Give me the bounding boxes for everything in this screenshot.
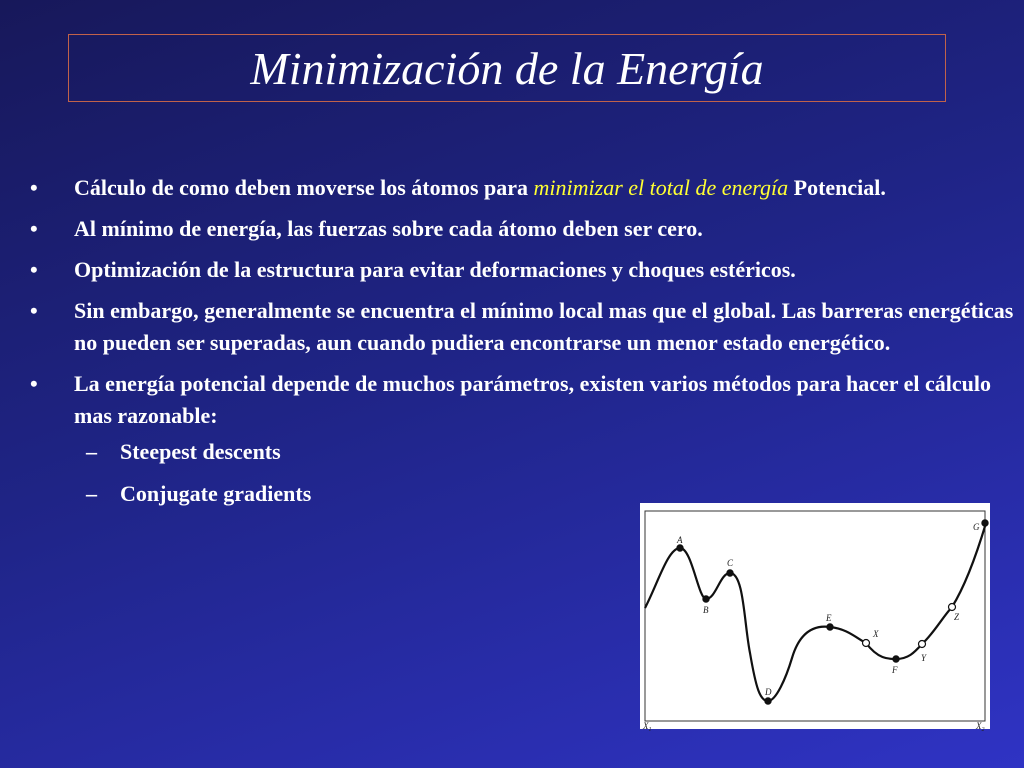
- label-z: Z: [954, 612, 960, 622]
- highlight-text: minimizar el total de energía: [533, 175, 789, 200]
- energy-curve-figure: [640, 503, 990, 733]
- curve-labels: [642, 522, 985, 733]
- bullet-mark: •: [30, 216, 38, 241]
- bullet-item: [30, 172, 1020, 204]
- curve-points: [677, 520, 988, 704]
- bullet-item: [30, 295, 1020, 359]
- label-a: A: [677, 535, 683, 545]
- point-g: [982, 520, 988, 526]
- bullet-list: [30, 172, 1020, 520]
- axis-end-letter: X: [976, 721, 982, 731]
- axis-start-label: [642, 721, 652, 733]
- bullet-text-part: Potencial.: [788, 175, 886, 200]
- sub-bullet-mark: –: [86, 439, 97, 464]
- point-e: [827, 624, 833, 630]
- bullet-mark: •: [30, 257, 38, 282]
- sub-bullet-mark: –: [86, 481, 97, 506]
- sub-bullet-text: Steepest descents: [120, 439, 281, 464]
- point-d: [765, 698, 771, 704]
- axis-end-sub: 2: [981, 727, 985, 733]
- bullet-mark: •: [30, 175, 38, 200]
- bullet-mark: •: [30, 298, 38, 323]
- point-y: [919, 641, 926, 648]
- title-box: [68, 34, 946, 102]
- point-f: [893, 656, 899, 662]
- label-d: D: [765, 687, 772, 697]
- energy-curve-svg: [640, 503, 990, 733]
- figure-frame: [645, 511, 985, 721]
- axis-start-letter: X: [643, 721, 649, 731]
- bullet-item: [30, 213, 1020, 245]
- label-x: X: [873, 629, 879, 639]
- point-x: [863, 640, 870, 647]
- label-f: F: [892, 665, 898, 675]
- point-a: [677, 545, 683, 551]
- label-y: Y: [921, 653, 927, 663]
- bullet-text: Optimización de la estructura para evitar deformaciones y choques estéricos.: [74, 257, 796, 282]
- energy-curve: [645, 523, 986, 701]
- point-b: [703, 596, 709, 602]
- label-b: B: [703, 605, 709, 615]
- label-c: C: [727, 558, 734, 568]
- axis-start-sub: 1: [648, 727, 652, 733]
- point-z: [949, 604, 956, 611]
- bullet-item: [30, 368, 1020, 432]
- sub-bullet-text: Conjugate gradients: [120, 481, 312, 506]
- point-c: [727, 570, 733, 576]
- slide-title: Minimización de la Energía: [250, 42, 764, 94]
- label-g: G: [973, 522, 980, 532]
- bullet-mark: •: [30, 371, 38, 396]
- bullet-text: [74, 172, 1020, 204]
- curve-open-points: [863, 604, 956, 648]
- sub-bullet-item: [86, 436, 1020, 468]
- bullet-text-part: Cálculo de como deben moverse los átomos para: [74, 175, 534, 200]
- label-e: E: [826, 613, 832, 623]
- bullet-text: La energía potencial depende de muchos parámetros, existen varios métodos para hacer el cálculo mas razonable:: [74, 371, 991, 428]
- bullet-text: Al mínimo de energía, las fuerzas sobre cada átomo deben ser cero.: [74, 216, 703, 241]
- bullet-item: [30, 254, 1020, 286]
- bullet-text: Sin embargo, generalmente se encuentra el mínimo local mas que el global. Las barreras energéticas no pueden ser superadas, aun cuando pudiera encontrarse un menor estado energético.: [74, 298, 1014, 355]
- axis-end-label: [975, 721, 985, 733]
